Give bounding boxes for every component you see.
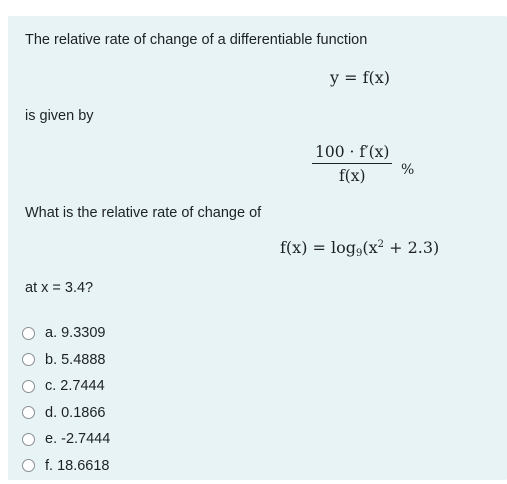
option-b[interactable] <box>22 347 110 374</box>
exponent: 2 <box>377 239 385 250</box>
option-label: c. 2.7444 <box>45 378 105 395</box>
option-label: f. 18.6618 <box>45 457 110 474</box>
radio-button[interactable] <box>22 327 35 340</box>
option-a[interactable] <box>22 320 110 347</box>
option-label: a. 9.3309 <box>45 325 106 342</box>
question-intro: The relative rate of change of a differentiable function <box>25 32 368 48</box>
log-base: 9 <box>356 248 363 259</box>
log-arg-open: (x <box>362 238 378 257</box>
radio-button[interactable] <box>22 353 35 366</box>
option-label: e. -2.7444 <box>45 431 111 448</box>
given-by-text: is given by <box>25 108 94 124</box>
target-function-lhs: f(x) = log <box>280 238 356 257</box>
option-label: b. 5.4888 <box>45 351 106 368</box>
radio-button[interactable] <box>22 459 35 472</box>
option-label: d. 0.1866 <box>45 404 106 421</box>
radio-button[interactable] <box>22 380 35 393</box>
target-function <box>280 238 439 259</box>
percent-sign: % <box>401 162 415 178</box>
option-c[interactable] <box>22 373 110 400</box>
option-e[interactable] <box>22 426 110 453</box>
radio-button[interactable] <box>22 406 35 419</box>
radio-button[interactable] <box>22 433 35 446</box>
log-arg-close: + 2.3) <box>384 238 440 257</box>
answer-options <box>22 320 110 479</box>
relative-rate-formula <box>312 143 392 185</box>
option-d[interactable] <box>22 400 110 427</box>
question-prompt: What is the relative rate of change of <box>25 205 262 221</box>
option-f[interactable] <box>22 453 110 480</box>
formula-denominator: f(x) <box>338 167 366 185</box>
formula-numerator: 100 · f′(x) <box>315 143 390 161</box>
evaluation-point: at x = 3.4? <box>25 280 94 296</box>
function-definition: y = f(x) <box>330 68 391 87</box>
